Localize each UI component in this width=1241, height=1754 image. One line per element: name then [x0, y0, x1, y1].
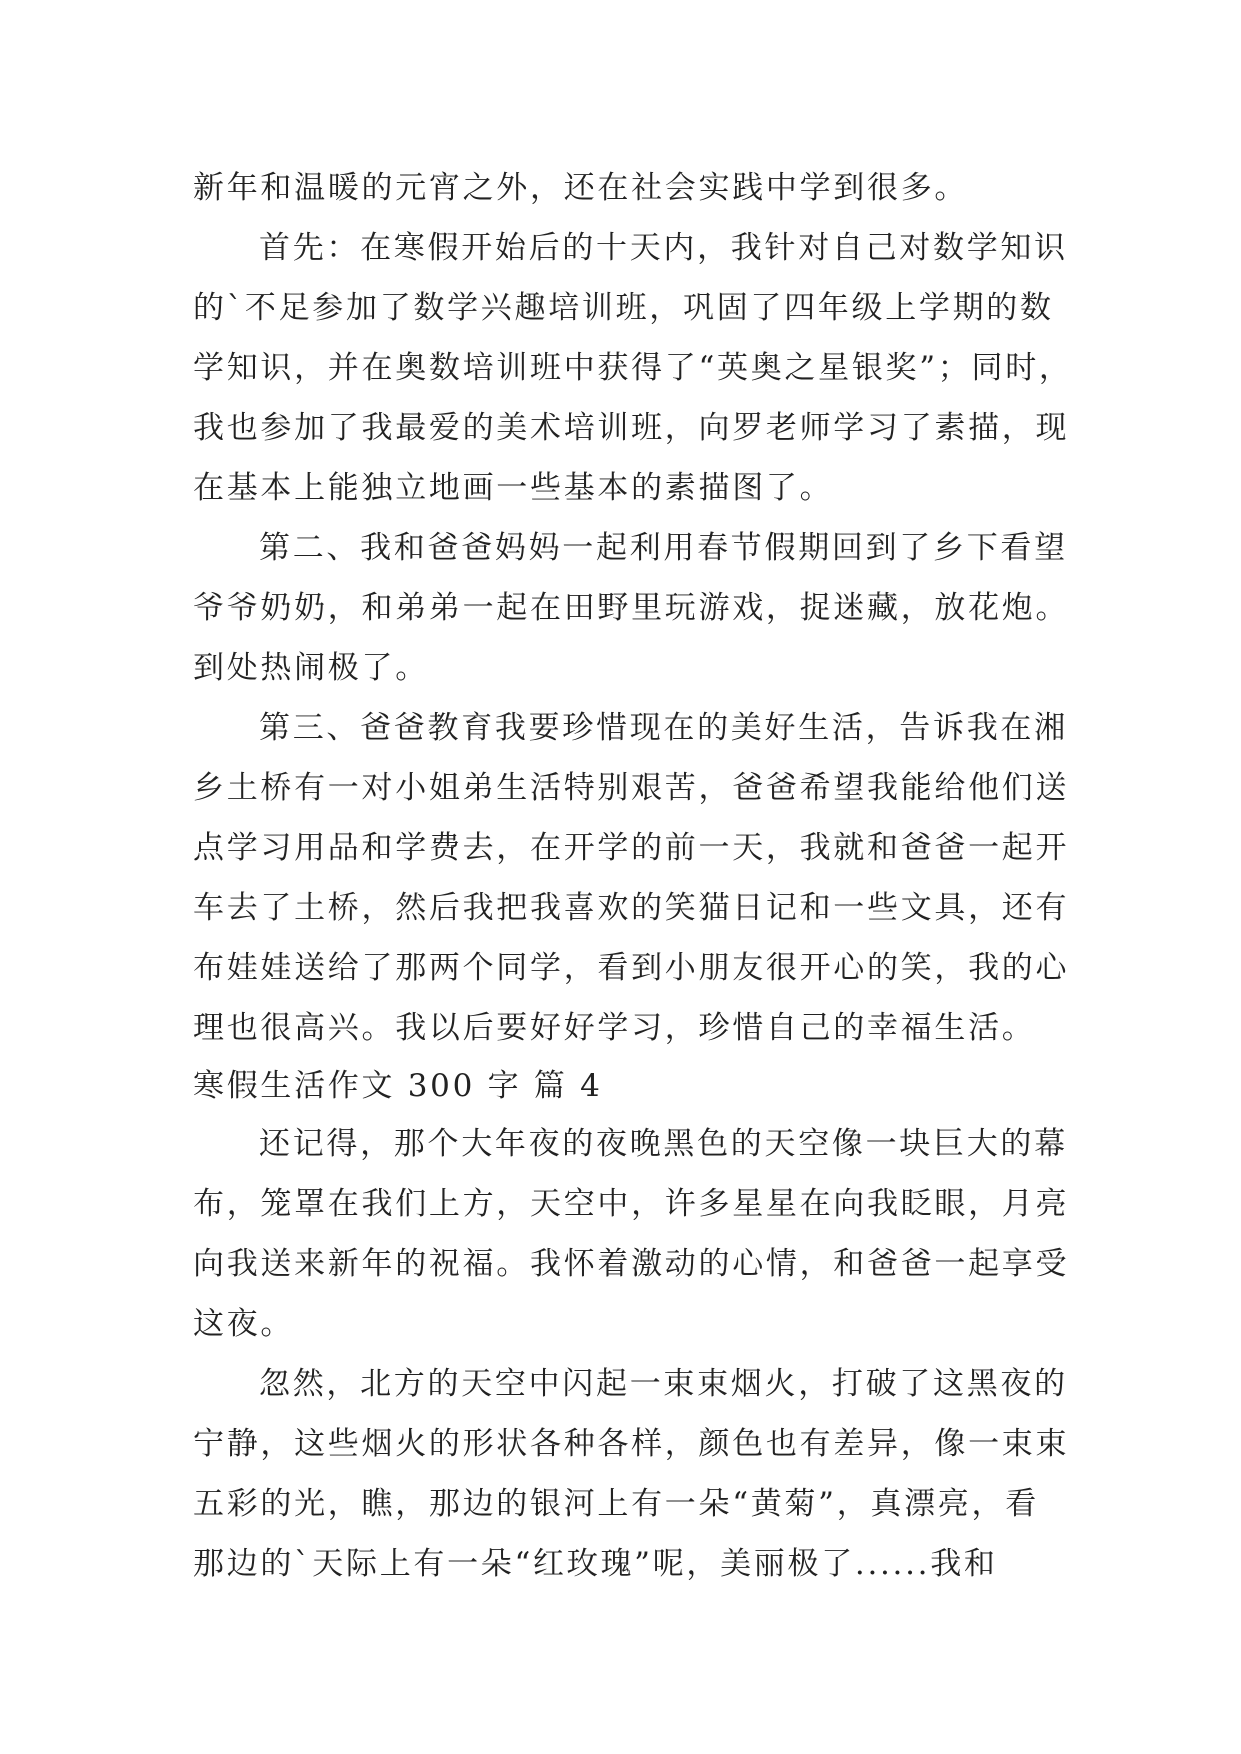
- paragraph-line: 首先：在寒假开始后的十天内，我针对自己对数学知识: [259, 230, 1068, 266]
- paragraph-line: 那边的`天际上有一朵“红玫瑰”呢，美丽极了......我和: [193, 1546, 998, 1582]
- paragraph-line: 向我送来新年的祝福。我怀着激动的心情，和爸爸一起享受: [193, 1246, 1070, 1282]
- paragraph-line: 忽然，北方的天空中闪起一束束烟火，打破了这黑夜的: [259, 1366, 1068, 1402]
- paragraph-line: 宁静，这些烟火的形状各种各样，颜色也有差异，像一束束: [193, 1426, 1070, 1462]
- paragraph-line: 到处热闹极了。: [193, 650, 429, 686]
- paragraph-line: 在基本上能独立地画一些基本的素描图了。: [193, 470, 834, 506]
- paragraph-line: 的`不足参加了数学兴趣培训班，巩固了四年级上学期的数: [193, 290, 1054, 326]
- paragraph-line: 五彩的光，瞧，那边的银河上有一朵“黄菊”，真漂亮，看: [193, 1486, 1039, 1522]
- paragraph-line: 第二、我和爸爸妈妈一起利用春节假期回到了乡下看望: [259, 530, 1068, 566]
- paragraph-line: 我也参加了我最爱的美术培训班，向罗老师学习了素描，现: [193, 410, 1070, 446]
- paragraph-line: 学知识，并在奥数培训班中获得了“英奥之星银奖”；同时，: [193, 350, 1073, 386]
- paragraph-line: 还记得，那个大年夜的夜晚黑色的天空像一块巨大的幕: [259, 1126, 1068, 1162]
- paragraph-line: 新年和温暖的元宵之外，还在社会实践中学到很多。: [193, 170, 969, 206]
- paragraph-line: 乡土桥有一对小姐弟生活特别艰苦，爸爸希望我能给他们送: [193, 770, 1070, 806]
- paragraph-line: 这夜。: [193, 1306, 295, 1342]
- paragraph-line: 布娃娃送给了那两个同学，看到小朋友很开心的笑，我的心: [193, 950, 1070, 986]
- paragraph-line: 布，笼罩在我们上方，天空中，许多星星在向我眨眼，月亮: [193, 1186, 1070, 1222]
- paragraph-line: 理也很高兴。我以后要好好学习，珍惜自己的幸福生活。: [193, 1010, 1036, 1046]
- paragraph-line: 车去了土桥，然后我把我喜欢的笑猫日记和一些文具，还有: [193, 890, 1070, 926]
- paragraph-line: 爷爷奶奶，和弟弟一起在田野里玩游戏，捉迷藏，放花炮。: [193, 590, 1070, 626]
- paragraph-line: 第三、爸爸教育我要珍惜现在的美好生活，告诉我在湘: [259, 710, 1068, 746]
- section-heading: 寒假生活作文 300 字 篇 4: [193, 1068, 603, 1104]
- essay-body: [193, 158, 1073, 1594]
- paragraph-line: 点学习用品和学费去，在开学的前一天，我就和爸爸一起开: [193, 830, 1070, 866]
